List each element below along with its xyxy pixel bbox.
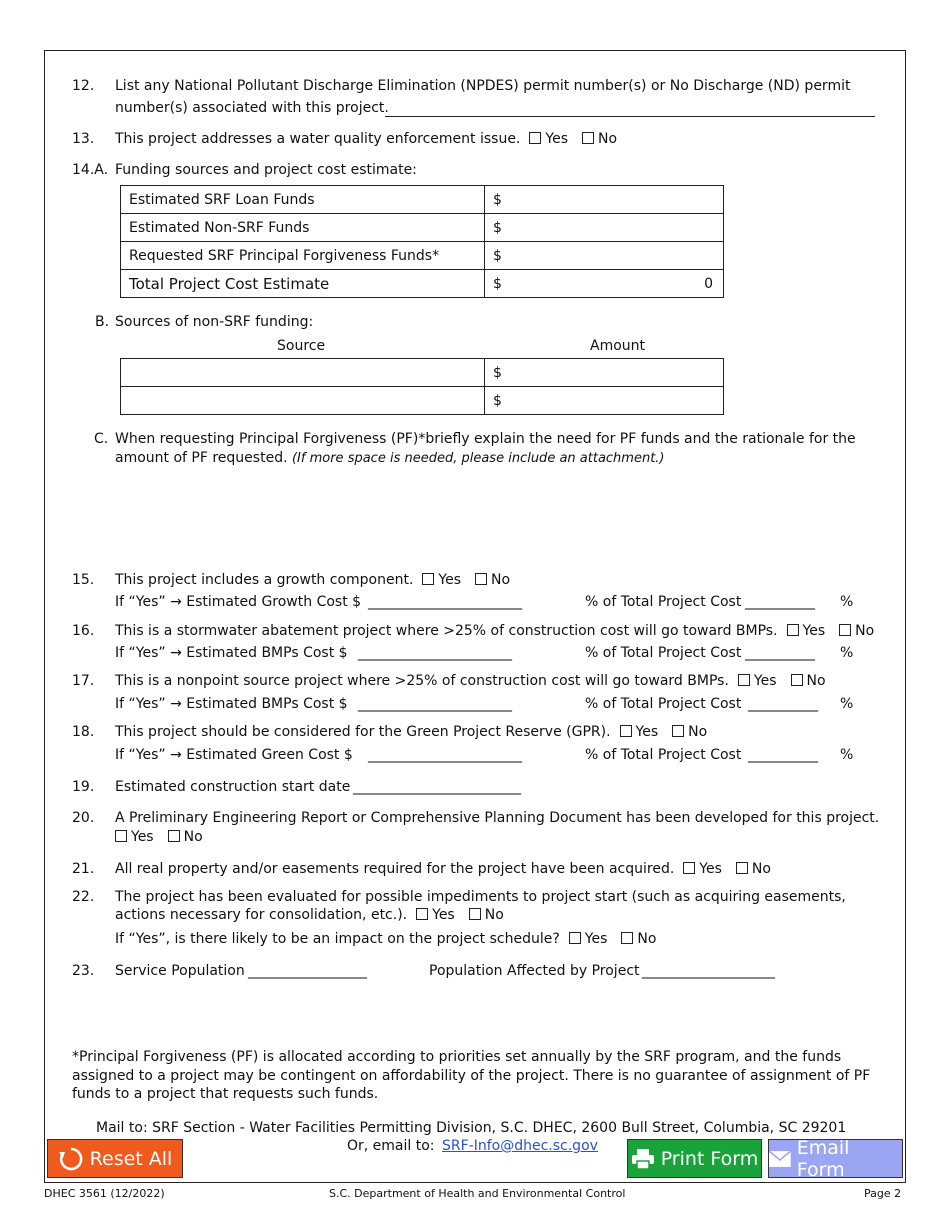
table-row — [121, 359, 724, 387]
service-population-label: Service Population — [115, 963, 245, 979]
q18-yes-label: Yes — [635, 724, 659, 740]
q20-number: 20. — [72, 810, 95, 826]
q13-no-label: No — [598, 131, 618, 147]
arrow-right-icon: → — [170, 645, 182, 661]
or-email-label: Or, email to: — [347, 1138, 435, 1154]
if-yes-label: If “Yes” — [115, 747, 166, 763]
page-number: Page 2 — [864, 1187, 902, 1200]
q22-yes-checkbox[interactable] — [416, 908, 428, 920]
q21-no-checkbox[interactable] — [736, 862, 748, 874]
pct-label: % of Total Project Cost — [585, 747, 742, 763]
q17-text: This is a nonpoint source project where >25% of construction cost will go toward BMPs. — [115, 673, 729, 689]
construction-start-date-input[interactable]: ________________________ — [353, 779, 521, 795]
q15-no-label: No — [491, 572, 511, 588]
q16-text: This is a stormwater abatement project where >25% of construction cost will go toward BMPs. — [115, 623, 778, 639]
q13-question — [115, 131, 617, 147]
pct-label: % of Total Project Cost — [585, 594, 742, 610]
q12-number: 12. — [72, 78, 95, 94]
currency-symbol: $ — [493, 219, 502, 236]
arrow-right-icon: → — [170, 747, 182, 763]
population-affected-label: Population Affected by Project — [429, 963, 640, 979]
q18-no-label: No — [688, 724, 708, 740]
reset-all-label: Reset All — [89, 1147, 173, 1170]
q14c-number: C. — [94, 431, 109, 447]
q20-no-checkbox[interactable] — [168, 830, 180, 842]
q22-yes-label: Yes — [432, 907, 455, 923]
q22-followup — [115, 931, 656, 947]
q21-text: All real property and/or easements required for the project have been acquired. — [115, 861, 675, 877]
q14c-note: (If more space is needed, please include an attachment.) — [291, 451, 665, 466]
q22-followup-text: If “Yes”, is there likely to be an impact on the project schedule? — [115, 931, 560, 947]
q18-text: This project should be considered for the Green Project Reserve (GPR). — [115, 724, 611, 740]
stormwater-pct-input[interactable]: __________ — [745, 645, 815, 661]
print-form-label: Print Form — [660, 1147, 759, 1170]
q22-schedule-yes-label: Yes — [584, 931, 608, 947]
bmps-cost-label: Estimated BMPs Cost $ — [186, 696, 348, 712]
pf-funds-input[interactable] — [485, 242, 724, 270]
q15-yes-label: Yes — [438, 572, 462, 588]
q19-text: Estimated construction start date — [115, 779, 351, 795]
total-cost-field — [485, 270, 724, 298]
srf-loan-funds-input[interactable] — [485, 186, 724, 214]
source-input[interactable] — [121, 359, 485, 387]
q13-text: This project addresses a water quality enforcement issue. — [115, 131, 521, 147]
q14c-text-cont — [115, 450, 665, 466]
printer-icon — [631, 1148, 655, 1170]
q14c-text: When requesting Principal Forgiveness (PF)*briefly explain the need for PF funds and the rationale for the — [115, 431, 856, 447]
email-form-label: Email Form — [796, 1136, 850, 1181]
source-column-header: Source — [277, 338, 326, 354]
pf-note-text-cont: assigned to a project may be contingent on affordability of the project. There is no guarantee of assignment of PF — [72, 1068, 871, 1084]
q17-yes-checkbox[interactable] — [738, 674, 750, 686]
pct-label: % of Total Project Cost — [585, 645, 742, 661]
nonpoint-pct-input[interactable]: __________ — [748, 696, 818, 712]
pct-sign: % — [840, 645, 854, 661]
q23-number: 23. — [72, 963, 95, 979]
q22-text: The project has been evaluated for possible impediments to project start (such as acquiring easements, — [115, 889, 846, 905]
q17-no-label: No — [806, 673, 826, 689]
q14b-text: Sources of non-SRF funding: — [115, 314, 314, 330]
funding-table — [120, 185, 724, 298]
bmps-cost-label: Estimated BMPs Cost $ — [186, 645, 348, 661]
amount-input[interactable] — [485, 387, 724, 415]
email-link[interactable]: SRF-Info@dhec.sc.gov — [442, 1138, 598, 1154]
form-id: DHEC 3561 (12/2022) — [44, 1187, 165, 1200]
q22-question — [115, 907, 504, 923]
q16-if-yes-line — [115, 645, 348, 661]
q14a-text: Funding sources and project cost estimate: — [115, 162, 417, 178]
currency-symbol: $ — [493, 191, 502, 208]
q18-no-checkbox[interactable] — [672, 725, 684, 737]
q20-no-label: No — [183, 829, 203, 845]
q15-text: This project includes a growth component. — [115, 572, 414, 588]
q17-question — [115, 673, 826, 689]
envelope-icon — [769, 1151, 791, 1167]
q22-no-label: No — [484, 907, 504, 923]
reset-all-button[interactable] — [47, 1139, 183, 1178]
q16-no-checkbox[interactable] — [839, 624, 851, 636]
agency-name: S.C. Department of Health and Environmental Control — [329, 1187, 626, 1200]
funding-row-label: Estimated SRF Loan Funds — [121, 186, 485, 214]
growth-cost-label: Estimated Growth Cost $ — [186, 594, 362, 610]
q13-yes-checkbox[interactable] — [529, 132, 541, 144]
q13-no-checkbox[interactable] — [582, 132, 594, 144]
q18-yes-checkbox[interactable] — [620, 725, 632, 737]
q16-question — [115, 623, 874, 639]
table-row — [121, 186, 724, 214]
table-row — [121, 270, 724, 298]
arrow-right-icon: → — [170, 594, 182, 610]
currency-symbol: $ — [493, 392, 502, 409]
q22-schedule-yes-checkbox[interactable] — [569, 932, 581, 944]
q21-yes-checkbox[interactable] — [683, 862, 695, 874]
q14c-text-line2: amount of PF requested. — [115, 450, 288, 466]
q21-number: 21. — [72, 861, 95, 877]
q16-number: 16. — [72, 623, 95, 639]
pct-sign: % — [840, 696, 854, 712]
q18-question — [115, 724, 707, 740]
npdes-permit-input[interactable] — [385, 100, 875, 117]
table-row — [121, 242, 724, 270]
q16-yes-label: Yes — [802, 623, 826, 639]
nonpoint-bmps-cost-input[interactable]: ______________________ — [358, 696, 512, 712]
pf-note-text-end: funds to a project that requests such funds. — [72, 1086, 379, 1102]
mail-to-address: Mail to: SRF Section - Water Facilities Permitting Division, S.C. DHEC, 2600 Bull Street, Columbia, SC 29201 — [96, 1120, 847, 1136]
q15-no-checkbox[interactable] — [475, 573, 487, 585]
q17-yes-label: Yes — [753, 673, 777, 689]
q16-no-label: No — [855, 623, 875, 639]
growth-cost-input[interactable]: ______________________ — [368, 594, 522, 610]
q22-schedule-no-label: No — [637, 931, 657, 947]
source-input[interactable] — [121, 387, 485, 415]
table-row — [121, 214, 724, 242]
q20-text: A Preliminary Engineering Report or Comprehensive Planning Document has been developed for this project. — [115, 810, 880, 826]
q17-number: 17. — [72, 673, 95, 689]
stormwater-bmps-cost-input[interactable]: ______________________ — [358, 645, 512, 661]
q12-text-cont: number(s) associated with this project. — [115, 100, 389, 116]
currency-symbol: $ — [493, 275, 502, 292]
q16-yes-checkbox[interactable] — [787, 624, 799, 636]
growth-pct-input[interactable]: __________ — [745, 594, 815, 610]
q14a-number: 14.A. — [72, 162, 109, 178]
q15-if-yes-line — [115, 594, 361, 610]
q13-yes-label: Yes — [545, 131, 568, 147]
q21-question — [115, 861, 771, 877]
table-row — [121, 387, 724, 415]
pct-label: % of Total Project Cost — [585, 696, 742, 712]
q20-yes-label: Yes — [131, 829, 154, 845]
q15-question — [115, 572, 510, 588]
q22-number: 22. — [72, 889, 95, 905]
q18-if-yes-line — [115, 747, 353, 763]
pct-sign: % — [840, 747, 854, 763]
q12-text: List any National Pollutant Discharge Elimination (NPDES) permit number(s) or No Discharge (ND) permit — [115, 78, 851, 94]
non-srf-sources-table — [120, 358, 724, 415]
population-affected-input[interactable]: ___________________ — [642, 963, 775, 979]
currency-symbol: $ — [493, 364, 502, 381]
pct-sign: % — [840, 594, 854, 610]
funding-row-label: Estimated Non-SRF Funds — [121, 214, 485, 242]
if-yes-label: If “Yes” — [115, 594, 166, 610]
email-form-button[interactable] — [768, 1136, 903, 1181]
q13-number: 13. — [72, 131, 95, 147]
funding-row-label: Total Project Cost Estimate — [121, 270, 485, 298]
q22-text-line2: actions necessary for consolidation, etc.). — [115, 907, 408, 923]
green-cost-input[interactable]: ______________________ — [368, 747, 522, 763]
amount-input[interactable] — [485, 359, 724, 387]
reset-icon — [58, 1146, 84, 1172]
green-cost-label: Estimated Green Cost $ — [186, 747, 353, 763]
funding-row-label: Requested SRF Principal Forgiveness Funds* — [121, 242, 485, 270]
currency-symbol: $ — [493, 247, 502, 264]
if-yes-label: If “Yes” — [115, 696, 166, 712]
q15-number: 15. — [72, 572, 95, 588]
service-population-input[interactable]: _________________ — [248, 963, 367, 979]
green-pct-input[interactable]: __________ — [748, 747, 818, 763]
if-yes-label: If “Yes” — [115, 645, 166, 661]
q21-no-label: No — [751, 861, 771, 877]
q22-schedule-no-checkbox[interactable] — [621, 932, 633, 944]
q15-yes-checkbox[interactable] — [422, 573, 434, 585]
pf-explanation-textarea[interactable] — [115, 472, 875, 562]
pf-note-text: *Principal Forgiveness (PF) is allocated according to priorities set annually by the SRF program, and the funds — [72, 1049, 842, 1065]
q14b-number: B. — [95, 314, 110, 330]
arrow-right-icon: → — [170, 696, 182, 712]
q20-yes-checkbox[interactable] — [115, 830, 127, 842]
q17-no-checkbox[interactable] — [791, 674, 803, 686]
q18-number: 18. — [72, 724, 95, 740]
q22-no-checkbox[interactable] — [469, 908, 481, 920]
amount-column-header: Amount — [590, 338, 646, 354]
total-cost-value: 0 — [704, 275, 713, 292]
q20-options — [106, 829, 203, 845]
q17-if-yes-line — [115, 696, 348, 712]
print-form-button[interactable] — [627, 1139, 762, 1178]
q19-number: 19. — [72, 779, 95, 795]
non-srf-funds-input[interactable] — [485, 214, 724, 242]
q21-yes-label: Yes — [699, 861, 722, 877]
